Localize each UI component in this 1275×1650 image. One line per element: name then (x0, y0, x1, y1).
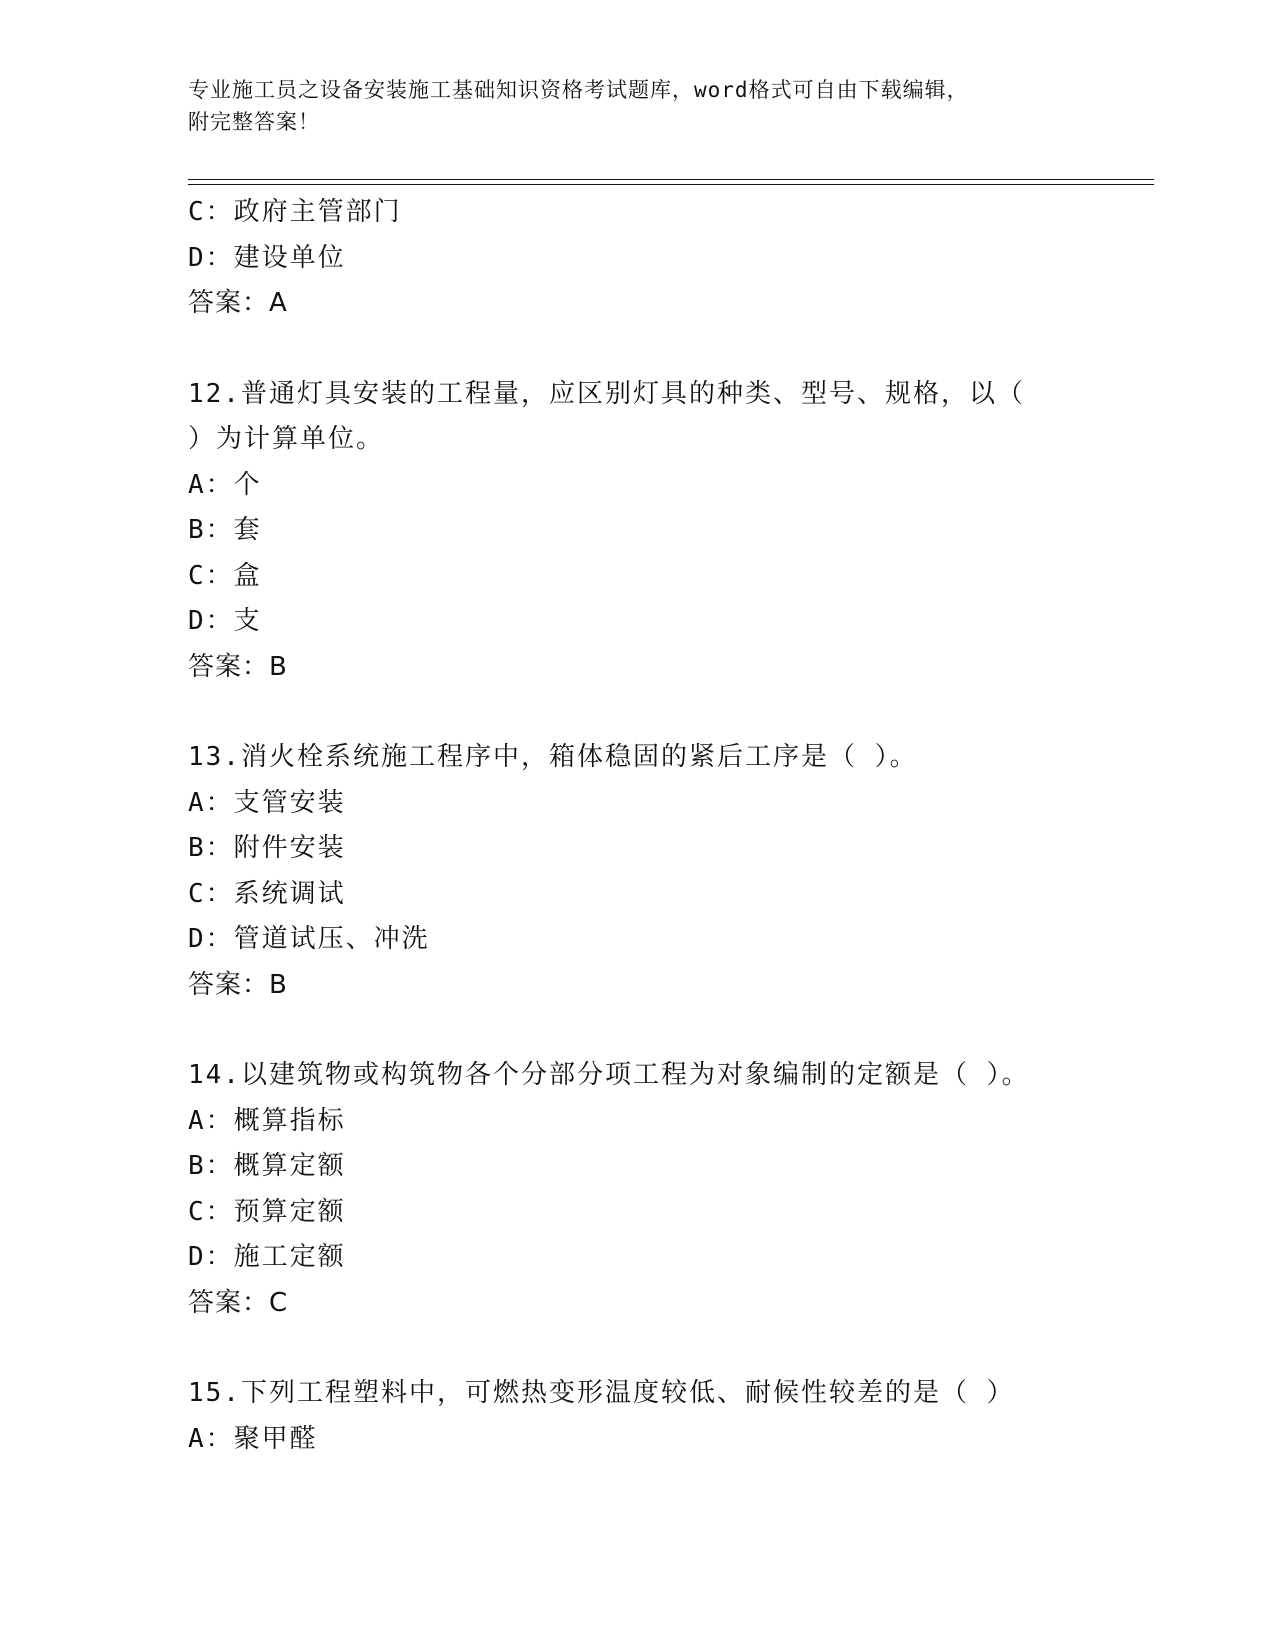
option-a: A：聚甲醛 (188, 1423, 318, 1454)
header-divider-top (188, 179, 1154, 180)
question-stem: 14.以建筑物或构筑物各个分部分项工程为对象编制的定额是（ ）。 (188, 1060, 1030, 1090)
question-12 (188, 372, 1068, 691)
option-a: A：个 (188, 469, 262, 500)
header-line-2: 附完整答案！ (188, 110, 320, 134)
option-c: C：盒 (188, 560, 262, 591)
option-c: C：系统调试 (188, 878, 346, 909)
option-b: B：套 (188, 515, 262, 545)
header-divider-bottom (188, 184, 1154, 185)
option-c: C：政府主管部门 (188, 197, 402, 227)
question-stem: 15.下列工程塑料中，可燃热变形温度较低、耐候性较差的是（ ） (188, 1378, 1015, 1408)
option-d: D：建设单位 (188, 242, 346, 273)
answer-line: 答案：B (188, 651, 288, 682)
question-stem-continued: ）为计算单位。 (188, 424, 385, 454)
option-a: A：概算指标 (188, 1105, 346, 1136)
question-14 (188, 1053, 1068, 1326)
question-11-tail (188, 190, 1068, 327)
question-15 (188, 1371, 1068, 1462)
option-b: B：附件安装 (188, 833, 346, 863)
question-stem: 12.普通灯具安装的工程量，应区别灯具的种类、型号、规格，以（ (188, 378, 1025, 409)
option-d: D：支 (188, 606, 262, 636)
option-c: C：预算定额 (188, 1196, 346, 1227)
answer-line: 答案：A (188, 288, 288, 318)
question-stem: 13.消火栓系统施工程序中，箱体稳固的紧后工序是（ ）。 (188, 742, 918, 772)
header-line-1: 专业施工员之设备安装施工基础知识资格考试题库，word格式可自由下载编辑， (188, 78, 969, 102)
answer-line: 答案：C (188, 1287, 289, 1318)
answer-line: 答案：B (188, 969, 288, 1000)
question-13 (188, 735, 1068, 1008)
option-d: D：管道试压、冲洗 (188, 924, 430, 954)
option-a: A：支管安装 (188, 787, 346, 818)
question-list (188, 190, 1068, 1462)
document-header (188, 74, 1068, 138)
option-d: D：施工定额 (188, 1242, 346, 1272)
option-b: B：概算定额 (188, 1151, 346, 1181)
